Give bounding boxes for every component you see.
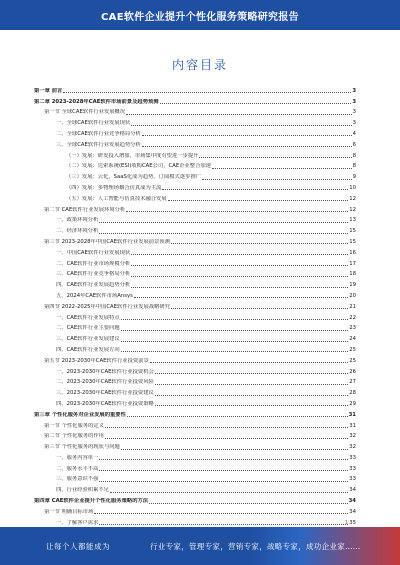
toc-entry[interactable]: [34, 160, 356, 171]
toc-entry[interactable]: [34, 451, 356, 462]
toc-entry-page: 4: [352, 130, 356, 137]
toc-entry[interactable]: [34, 192, 356, 203]
toc-entry-title: 三、CAE软件行业发展建议: [56, 336, 120, 343]
toc-entry-page: 24: [349, 336, 356, 343]
toc-entry-title: 一、中国CAE软件行业发展现状: [56, 249, 131, 256]
toc-entry-page: 34: [349, 508, 356, 515]
toc-entry-title: 第一节 明确目标市场: [44, 508, 94, 515]
toc-entry[interactable]: [34, 397, 356, 408]
toc-dot-leader: [199, 157, 351, 158]
toc-entry[interactable]: [34, 494, 356, 505]
toc-entry[interactable]: [34, 408, 356, 419]
toc-dot-leader: [110, 492, 348, 493]
toc-entry-title: （四）发展：多物理场耦合仿真成为主流: [66, 184, 162, 191]
toc-entry[interactable]: [34, 235, 356, 246]
toc-entry[interactable]: [34, 246, 356, 257]
toc-entry-page: 13: [349, 217, 356, 224]
toc-dot-leader: [155, 405, 348, 406]
toc-dot-leader: [121, 351, 349, 352]
toc-entry-title: （五）发展：人工智能与仿真技术融合发展: [66, 195, 167, 202]
toc-entry-page: 8: [352, 163, 356, 170]
toc-entry-title: 二、CAE软件行业主要问题: [56, 325, 120, 332]
toc-entry-title: 三、服务意识不强: [56, 476, 99, 483]
toc-entry[interactable]: [34, 354, 356, 365]
toc-dot-leader: [131, 265, 348, 266]
toc-entry-title: 一、全球CAE软件行业发展现状: [56, 120, 131, 127]
toc-entry-title: 三、2023-2030年CAE软件行业投资建议: [56, 390, 154, 397]
toc-entry[interactable]: [34, 257, 356, 268]
toc-dot-leader: [105, 427, 348, 428]
toc-entry-title: 第四章 CAE软件企业提升个性化服务策略的方法: [34, 498, 149, 505]
toc-entry-page: 32: [349, 444, 356, 451]
toc-entry[interactable]: [34, 170, 356, 181]
table-of-contents: [34, 84, 356, 527]
toc-dot-leader: [155, 373, 348, 374]
toc-entry-page: 18: [349, 271, 356, 278]
toc-entry-title: 四、CAE软件行业发展趋势分析: [56, 282, 131, 289]
toc-entry[interactable]: [34, 181, 356, 192]
toc-entry-page: 22: [349, 314, 356, 321]
toc-entry[interactable]: [34, 289, 356, 300]
toc-dot-leader: [171, 243, 348, 244]
toc-dot-leader: [171, 308, 348, 309]
page-number: 1: [344, 520, 348, 526]
toc-dot-leader: [121, 341, 349, 342]
toc-entry-title: 三、全球CAE软件行业发展趋势分析: [56, 141, 141, 148]
toc-entry[interactable]: [34, 483, 356, 494]
toc-dot-leader: [127, 416, 348, 417]
toc-entry-title: 四、CAE软件行业发展方向: [56, 346, 120, 353]
toc-entry-page: 9: [352, 174, 356, 181]
toc-entry-page: 33: [349, 476, 356, 483]
toc-entry[interactable]: [34, 473, 356, 484]
toc-dot-leader: [121, 330, 349, 331]
toc-heading: 内容目录: [171, 58, 228, 72]
toc-entry[interactable]: [34, 214, 356, 225]
toc-entry-title: 三、CAE软件行业竞争格局分析: [56, 271, 131, 278]
toc-entry-title: 第三章 个性化服务对企业发展的重要性: [34, 411, 126, 418]
toc-dot-leader: [63, 92, 351, 93]
toc-dot-leader: [121, 319, 349, 320]
toc-dot-leader: [168, 200, 349, 201]
toc-entry-title: 五、2024年CAE软件市场Ansys: [56, 292, 133, 299]
toc-entry-page: 12: [349, 206, 356, 213]
report-header-bar: [0, 0, 400, 30]
toc-entry-title: 第二章 2023-2028年CAE软件市场前景及趋势预测: [34, 98, 159, 105]
toc-dot-leader: [131, 276, 348, 277]
toc-entry[interactable]: [34, 343, 356, 354]
footer-banner: [0, 527, 400, 565]
toc-entry-page: 26: [349, 368, 356, 375]
toc-entry[interactable]: [34, 116, 356, 127]
toc-entry[interactable]: [34, 430, 356, 441]
toc-entry[interactable]: [34, 462, 356, 473]
toc-entry[interactable]: [34, 311, 356, 322]
toc-dot-leader: [155, 384, 348, 385]
toc-dot-leader: [131, 254, 348, 255]
toc-entry-page: 33: [349, 465, 356, 472]
toc-entry-page: 10: [349, 184, 356, 191]
toc-dot-leader: [99, 481, 348, 482]
toc-dot-leader: [105, 438, 348, 439]
toc-entry-title: 二、全球CAE软件行业竞争格局分析: [56, 130, 141, 137]
toc-entry[interactable]: [34, 149, 356, 160]
toc-entry-page: 15: [349, 228, 356, 235]
toc-dot-leader: [126, 114, 351, 115]
toc-entry-title: 二、经济环境分析: [56, 228, 99, 235]
toc-entry[interactable]: [34, 332, 356, 343]
toc-entry-page: 34: [349, 487, 356, 494]
toc-entry-page: 34: [348, 498, 356, 505]
toc-entry-title: 第五节 2023-2030年CAE软件行业投资前景: [44, 357, 149, 364]
toc-entry-title: 第二节 个性化服务的作用: [44, 433, 104, 440]
toc-entry[interactable]: [34, 203, 356, 214]
toc-entry-page: 3: [352, 120, 356, 127]
toc-dot-leader: [99, 233, 348, 234]
toc-entry[interactable]: [34, 419, 356, 430]
toc-dot-leader: [94, 513, 348, 514]
toc-entry-page: 28: [349, 390, 356, 397]
toc-entry-title: 四、2023-2030年CAE软件行业投资策略: [56, 400, 154, 407]
toc-dot-leader: [126, 211, 348, 212]
toc-dot-leader: [134, 297, 348, 298]
toc-entry-page: 32: [349, 433, 356, 440]
toc-entry-page: 31: [349, 422, 356, 429]
toc-entry-title: （二）发展：达索系统(ESI)收购CAE公司，CAE企业整合加速: [66, 163, 211, 170]
toc-entry-title: 二、CAE软件行业市场规模分析: [56, 260, 131, 267]
toc-dot-leader: [131, 287, 348, 288]
footer-slogan: 让每个人都能成为: [46, 542, 110, 551]
toc-entry[interactable]: [34, 300, 356, 311]
toc-entry-title: 第一节 个性化服务的定义: [44, 422, 104, 429]
toc-entry-title: 一、CAE软件行业发展特点: [56, 314, 120, 321]
toc-dot-leader: [162, 189, 348, 190]
toc-entry[interactable]: [34, 224, 356, 235]
toc-entry-page: 21: [349, 303, 356, 310]
toc-entry-page: 31: [348, 411, 356, 418]
toc-dot-leader: [155, 395, 348, 396]
toc-dot-leader: [160, 103, 352, 104]
toc-entry-title: 第三节 2023-2028年中国CAE软件行业发展前景预测: [44, 238, 170, 245]
toc-dot-leader: [149, 503, 348, 504]
toc-entry-page: 19: [349, 282, 356, 289]
toc-entry-title: 第四节 2022-2025年中国CAE软件行业发展战略研究: [44, 303, 170, 310]
toc-entry-page: 12: [349, 195, 356, 202]
toc-dot-leader: [99, 470, 348, 471]
toc-entry-title: 一、政策环境分析: [56, 217, 99, 224]
toc-entry-page: 3: [352, 109, 356, 116]
toc-entry-page: 15: [349, 238, 356, 245]
toc-entry[interactable]: [34, 84, 356, 95]
toc-entry[interactable]: [34, 440, 356, 451]
toc-entry[interactable]: [34, 376, 356, 387]
toc-dot-leader: [131, 125, 351, 126]
toc-entry[interactable]: [34, 268, 356, 279]
toc-entry-title: （一）发展：研发投入增加，市场集中度有望进一步提升: [66, 152, 199, 159]
toc-entry-title: 一、了解客户需求: [56, 519, 99, 526]
toc-dot-leader: [99, 459, 348, 460]
toc-entry-page: 16: [349, 249, 356, 256]
toc-entry-title: 一、服务内容单一: [56, 454, 99, 461]
toc-entry-title: （三）发展：云化、SaaS化成为趋势，订阅模式逐步推广: [66, 174, 202, 181]
toc-entry-title: 第一章 前言: [34, 87, 63, 94]
toc-entry-title: 二、2023-2030年CAE软件行业投资风险: [56, 379, 154, 386]
toc-entry-page: 33: [349, 454, 356, 461]
toc-entry-page: 23: [349, 325, 356, 332]
toc-entry[interactable]: [34, 138, 356, 149]
toc-entry-title: 第二节 CAE软件行业发展环境分析: [44, 206, 126, 213]
toc-entry[interactable]: [34, 127, 356, 138]
toc-entry[interactable]: [34, 322, 356, 333]
report-title: CAE软件企业提升个性化服务策略研究报告: [101, 11, 299, 23]
toc-entry-title: 四、行业经验积累不足: [56, 487, 109, 494]
toc-dot-leader: [202, 179, 352, 180]
toc-entry-title: 一、2023-2030年CAE软件行业投资机会: [56, 368, 154, 375]
toc-entry[interactable]: [34, 106, 356, 117]
toc-entry-page: 29: [349, 400, 356, 407]
toc-entry-page: 6: [352, 141, 356, 148]
toc-entry[interactable]: [34, 95, 356, 106]
toc-entry[interactable]: [34, 278, 356, 289]
toc-entry[interactable]: [34, 365, 356, 376]
toc-dot-leader: [99, 222, 348, 223]
toc-dot-leader: [121, 449, 348, 450]
footer-services: 行业专家，管理专家，营销专家，战略专家，成功企业家……: [150, 542, 361, 551]
toc-entry-title: 二、服务水平不高: [56, 465, 99, 472]
toc-entry-page: 25: [349, 357, 356, 364]
toc-dot-leader: [212, 168, 352, 169]
toc-entry[interactable]: [34, 386, 356, 397]
toc-entry-page: 20: [349, 292, 356, 299]
toc-entry-page: 8: [352, 152, 356, 159]
toc-entry[interactable]: [34, 505, 356, 516]
toc-entry-title: 第一节 全球CAE软件行业发展概况: [44, 109, 126, 116]
toc-dot-leader: [142, 135, 352, 136]
toc-entry-title: 第三节 个性化服务的现状与问题: [44, 444, 120, 451]
toc-entry-page: 17: [349, 260, 356, 267]
toc-entry-page: 3: [352, 87, 356, 94]
toc-dot-leader: [150, 362, 348, 363]
toc-entry-page: 27: [349, 379, 356, 386]
toc-entry-page: 35: [349, 519, 356, 526]
toc-entry-page: 25: [349, 346, 356, 353]
toc-dot-leader: [142, 146, 352, 147]
toc-entry-page: 3: [352, 98, 356, 105]
